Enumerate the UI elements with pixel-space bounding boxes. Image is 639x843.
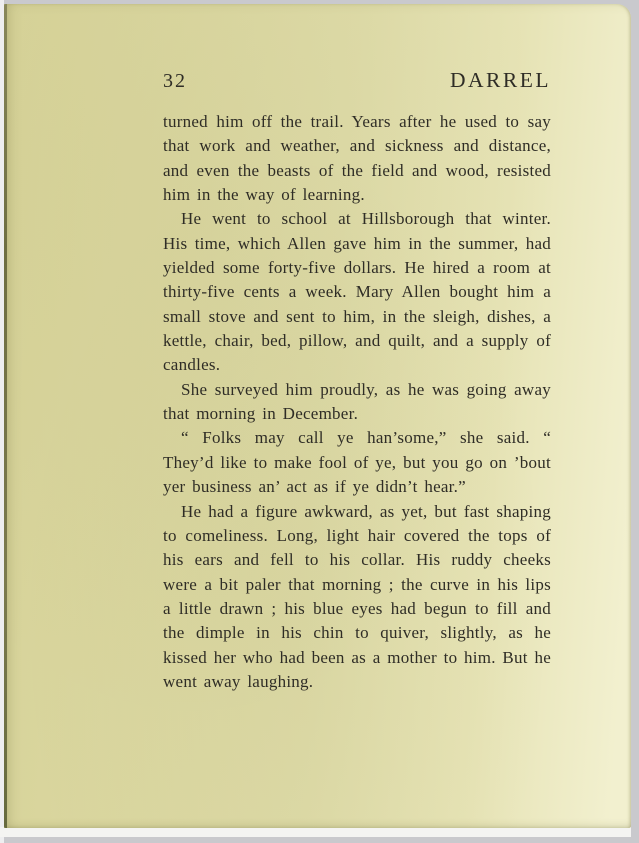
paragraph: “ Folks may call ye han’some,” she said. “ They’d like to make fool of ye, but you go on ’bout yer business an’ act as if ye didn’t hear.” [163, 428, 551, 497]
running-head [163, 68, 551, 93]
paragraph: He had a figure awkward, as yet, but fast shaping to comeliness. Long, light hair covered the tops of his ears and fell to his collar. His ruddy cheeks were a bit paler that morning ; the curve in his lips a little drawn ; his blue eyes had begun to fill and the dimple in his chin to quiver, slightly, as he kissed her who had been as a mother to him. But he went away laughing. [163, 501, 551, 691]
paragraph: turned him off the trail. Years after he used to say that work and weather, and sickness and distance, and even the beasts of the field and wood, resisted him in the way of learning. [163, 112, 551, 205]
text-block [163, 68, 551, 694]
page-spine-edge [4, 4, 7, 828]
book-page [4, 4, 631, 828]
page-number: 32 [163, 70, 187, 92]
running-header-title: DARREL [450, 68, 551, 92]
body-text [163, 110, 551, 694]
paragraph: He went to school at Hillsborough that winter. His time, which Allen gave him in the summer, had yielded some forty-five dollars. He hired a room at thirty-five cents a week. Mary Allen bought him a small stove and sent to him, in the sleigh, dishes, a kettle, chair, bed, pillow, and quilt, and a supply of candles. [163, 209, 551, 375]
scan-bottom-margin [0, 827, 631, 837]
paragraph: She surveyed him proudly, as he was going away that morning in December. [163, 379, 551, 424]
